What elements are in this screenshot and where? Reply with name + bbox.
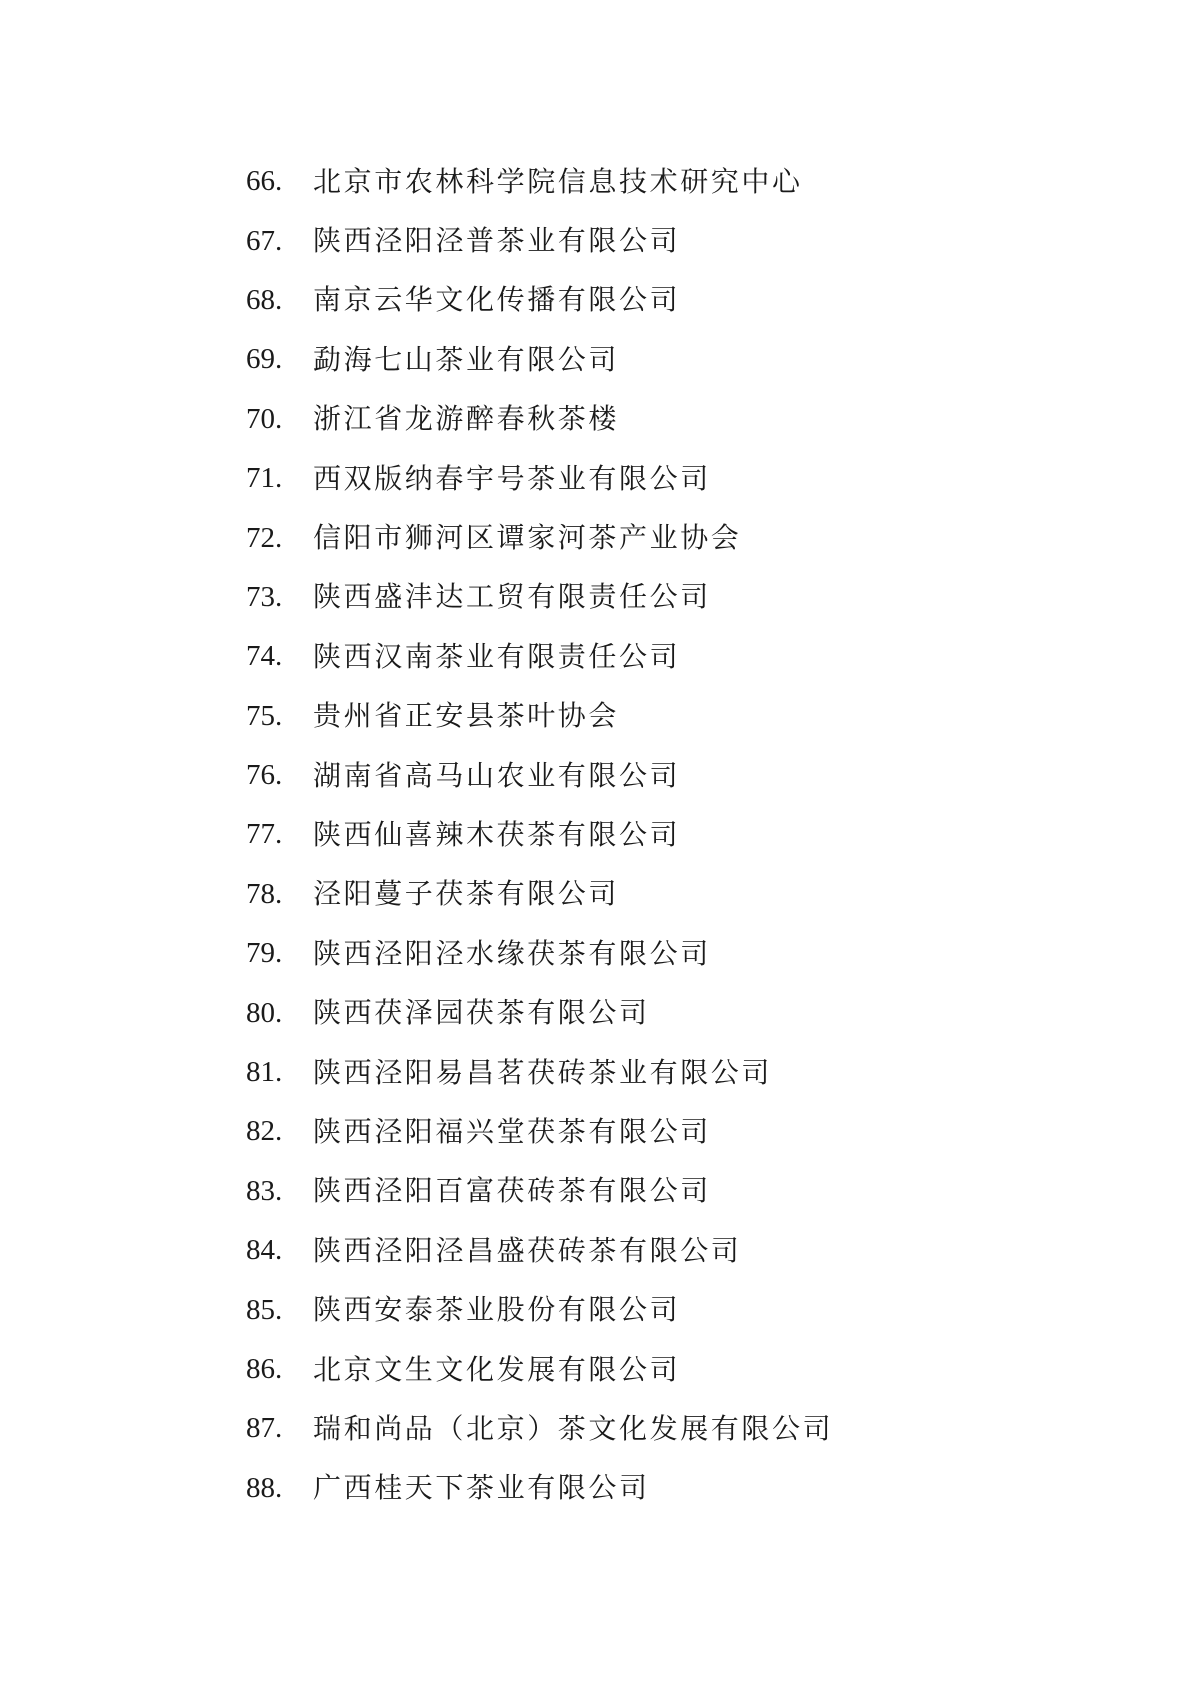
item-number: 87. — [246, 1412, 283, 1445]
item-name: 勐海七山茶业有限公司 — [313, 342, 620, 376]
item-number: 69. — [246, 343, 283, 376]
list-item — [246, 1102, 833, 1161]
item-name: 北京市农林科学院信息技术研究中心 — [313, 164, 803, 198]
item-name: 陕西泾阳福兴堂茯茶有限公司 — [313, 1114, 711, 1148]
list-item — [246, 865, 833, 924]
item-number: 82. — [246, 1115, 283, 1148]
item-name: 陕西泾阳泾普茶业有限公司 — [313, 224, 681, 258]
list-item — [246, 1280, 833, 1339]
item-name: 陕西盛沣达工贸有限责任公司 — [313, 580, 711, 614]
item-name: 陕西汉南茶业有限责任公司 — [313, 639, 681, 673]
list-item — [246, 152, 833, 211]
item-number: 70. — [246, 402, 283, 435]
item-number: 86. — [246, 1353, 283, 1385]
list-item — [246, 449, 833, 508]
item-name: 浙江省龙游醉春秋茶楼 — [313, 402, 620, 436]
item-name: 南京云华文化传播有限公司 — [313, 283, 681, 317]
list-item — [246, 390, 833, 449]
list-item — [246, 1399, 833, 1458]
item-name: 西双版纳春宇号茶业有限公司 — [313, 461, 711, 495]
list-item — [246, 1459, 833, 1518]
list-item — [246, 568, 833, 627]
list-item — [246, 211, 833, 270]
item-number: 66. — [246, 165, 283, 198]
list-item — [246, 1043, 833, 1102]
list-item — [246, 1340, 833, 1399]
item-name: 北京文生文化发展有限公司 — [313, 1352, 681, 1386]
item-number: 79. — [246, 937, 283, 970]
item-number: 75. — [246, 699, 283, 732]
list-item — [246, 983, 833, 1042]
list-item — [246, 1162, 833, 1221]
list-item — [246, 746, 833, 805]
item-name: 陕西安泰茶业股份有限公司 — [313, 1293, 681, 1327]
item-number: 77. — [246, 818, 283, 851]
item-name: 陕西仙喜辣木茯茶有限公司 — [313, 817, 681, 851]
list-item — [246, 805, 833, 864]
item-name: 贵州省正安县茶叶协会 — [313, 699, 620, 733]
list-item — [246, 924, 833, 983]
item-name: 陕西茯泽园茯茶有限公司 — [313, 996, 650, 1030]
item-number: 83. — [246, 1174, 283, 1207]
item-name: 瑞和尚品（北京）茶文化发展有限公司 — [313, 1411, 834, 1445]
item-number: 80. — [246, 996, 283, 1029]
item-number: 76. — [246, 759, 283, 792]
item-number: 78. — [246, 877, 283, 910]
item-number: 73. — [246, 580, 283, 613]
list-item — [246, 627, 833, 686]
item-name: 广西桂天下茶业有限公司 — [313, 1471, 650, 1505]
list-item — [246, 271, 833, 330]
item-name: 陕西泾阳泾水缘茯茶有限公司 — [313, 936, 711, 970]
item-name: 泾阳蔓子茯茶有限公司 — [313, 877, 620, 911]
list-item — [246, 330, 833, 389]
item-number: 67. — [246, 224, 283, 257]
item-name: 陕西泾阳易昌茗茯砖茶业有限公司 — [313, 1055, 773, 1089]
organization-list — [246, 152, 833, 1518]
item-number: 81. — [246, 1056, 283, 1089]
item-number: 71. — [246, 462, 283, 495]
item-name: 陕西泾阳泾昌盛茯砖茶有限公司 — [313, 1233, 742, 1267]
item-number: 72. — [246, 521, 283, 554]
item-number: 74. — [246, 640, 283, 673]
item-name: 陕西泾阳百富茯砖茶有限公司 — [313, 1174, 711, 1208]
item-name: 信阳市狮河区谭家河茶产业协会 — [313, 521, 742, 555]
item-name: 湖南省高马山农业有限公司 — [313, 758, 681, 792]
item-number: 84. — [246, 1234, 283, 1267]
item-number: 68. — [246, 283, 283, 316]
list-item — [246, 1221, 833, 1280]
item-number: 85. — [246, 1293, 283, 1326]
list-item — [246, 508, 833, 567]
list-item — [246, 687, 833, 746]
item-number: 88. — [246, 1471, 283, 1504]
